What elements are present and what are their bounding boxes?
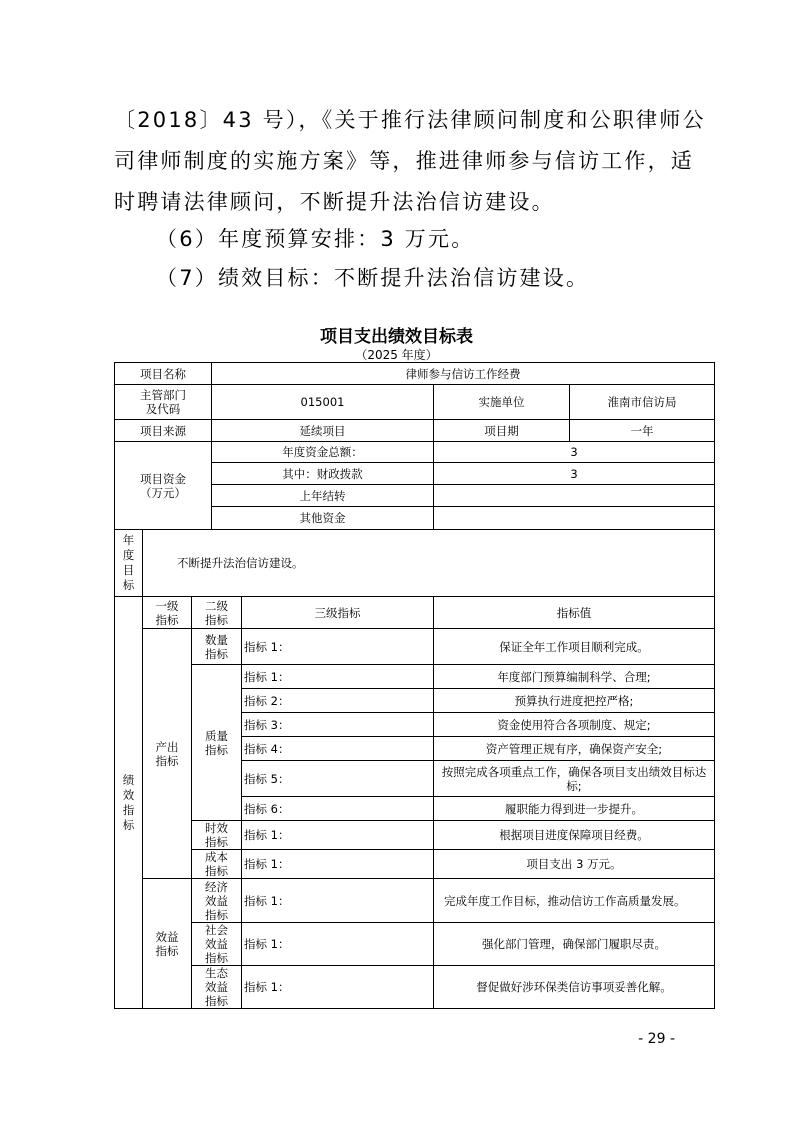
row-economic-1-value: 完成年度工作目标，推动信访工作高质量发展。 [434,879,715,923]
output-indicator-label: 产出 指标 [143,629,192,879]
body-line-3: 时聘请法律顾问，不断提升法治信访建设。 [114,190,555,214]
dept-label-line-1: 主管部门 [140,388,186,402]
row-quality-5-value: 按照完成各项重点工作，确保各项目支出绩效目标达标; [434,761,715,797]
row-quality-2-value: 预算执行进度把控严格; [434,689,715,713]
table-year: （2025 年度） [355,348,438,362]
row-quality-1-value: 年度部门预算编制科学、合理; [434,665,715,689]
source-value: 延续项目 [212,420,434,442]
row-economic-1-name: 指标 1： [242,879,434,923]
dept-label-line-2: 及代码 [145,402,181,416]
quality-indicator-label: 质量 指标 [192,665,242,821]
dept-code-value: 015001 [212,385,434,420]
funds-fiscal-label: 其中：财政拨款 [212,463,434,485]
header-level2: 二级 指标 [192,597,242,629]
economic-benefit-label: 经济 效益 指标 [192,879,242,923]
row-cost-1-name: 指标 1： [242,850,434,879]
header-level3: 三级指标 [242,597,434,629]
row-timeliness-1-value: 根据项目进度保障项目经费。 [434,821,715,850]
unit-label: 实施单位 [434,385,570,420]
funds-other-value [434,507,715,530]
funds-carryover-value [434,485,715,507]
row-quality-3-name: 指标 3： [242,713,434,737]
funds-fiscal-value: 3 [434,463,715,485]
row-quality-6-value: 履职能力得到进一步提升。 [434,797,715,821]
project-name-value: 律师参与信访工作经费 [212,363,715,385]
quantity-indicator-label: 数量 指标 [192,629,242,665]
row-quality-4-name: 指标 4： [242,737,434,761]
funds-label-line-2: （万元） [140,485,186,500]
row-quality-2-name: 指标 2： [242,689,434,713]
page-number: - 29 - [638,1031,675,1047]
funds-total-label: 年度资金总额： [212,442,434,463]
row-quality-6-name: 指标 6： [242,797,434,821]
header-value: 指标值 [434,597,715,629]
unit-value: 淮南市信访局 [570,385,715,420]
table-title: 项目支出绩效目标表 [320,327,473,347]
row-quantity-1-value: 保证全年工作项目顺利完成。 [434,629,715,665]
row-social-1-name: 指标 1： [242,923,434,966]
row-cost-1-value: 项目支出 3 万元。 [434,850,715,879]
row-ecological-1-name: 指标 1： [242,966,434,1009]
row-quality-4-value: 资产管理正规有序，确保资产安全; [434,737,715,761]
period-value: 一年 [570,420,715,442]
ecological-benefit-label: 生态 效益 指标 [192,966,242,1009]
funds-label [115,442,212,530]
funds-label-line-1: 项目资金 [140,471,186,486]
row-timeliness-1-name: 指标 1： [242,821,434,850]
row-social-1-value: 强化部门管理，确保部门履职尽责。 [434,923,715,966]
row-ecological-1-value: 督促做好涉环保类信访事项妥善化解。 [434,966,715,1009]
body-line-1: 〔2018〕43 号），《关于推行法律顾问制度和公职律师公 [114,108,706,132]
row-quality-3-value: 资金使用符合各项制度、规定; [434,713,715,737]
source-label: 项目来源 [115,420,212,442]
body-line-2: 司律师制度的实施方案》等，推进律师参与信访工作，适 [114,149,694,173]
goal-item: （7）绩效目标：不断提升法治信访建设。 [156,266,590,290]
budget-item: （6）年度预算安排：3 万元。 [156,227,475,251]
header-level1: 一级 指标 [143,597,192,629]
row-quality-1-name: 指标 1： [242,665,434,689]
row-quality-5-name: 指标 5： [242,761,434,797]
annual-goal-label: 年 度 目 标 [115,530,143,597]
annual-goal-value: 不断提升法治信访建设。 [143,530,715,597]
period-label: 项目期 [434,420,570,442]
dept-label [115,385,212,420]
benefit-indicator-label: 效益 指标 [143,879,192,1009]
cost-indicator-label: 成本 指标 [192,850,242,879]
perf-indicator-label: 绩 效 指 标 [115,597,143,1009]
project-name-label: 项目名称 [115,363,212,385]
funds-total-value: 3 [434,442,715,463]
funds-carryover-label: 上年结转 [212,485,434,507]
funds-other-label: 其他资金 [212,507,434,530]
timeliness-indicator-label: 时效 指标 [192,821,242,850]
social-benefit-label: 社会 效益 指标 [192,923,242,966]
performance-table [114,362,715,1009]
row-quantity-1-name: 指标 1： [242,629,434,665]
